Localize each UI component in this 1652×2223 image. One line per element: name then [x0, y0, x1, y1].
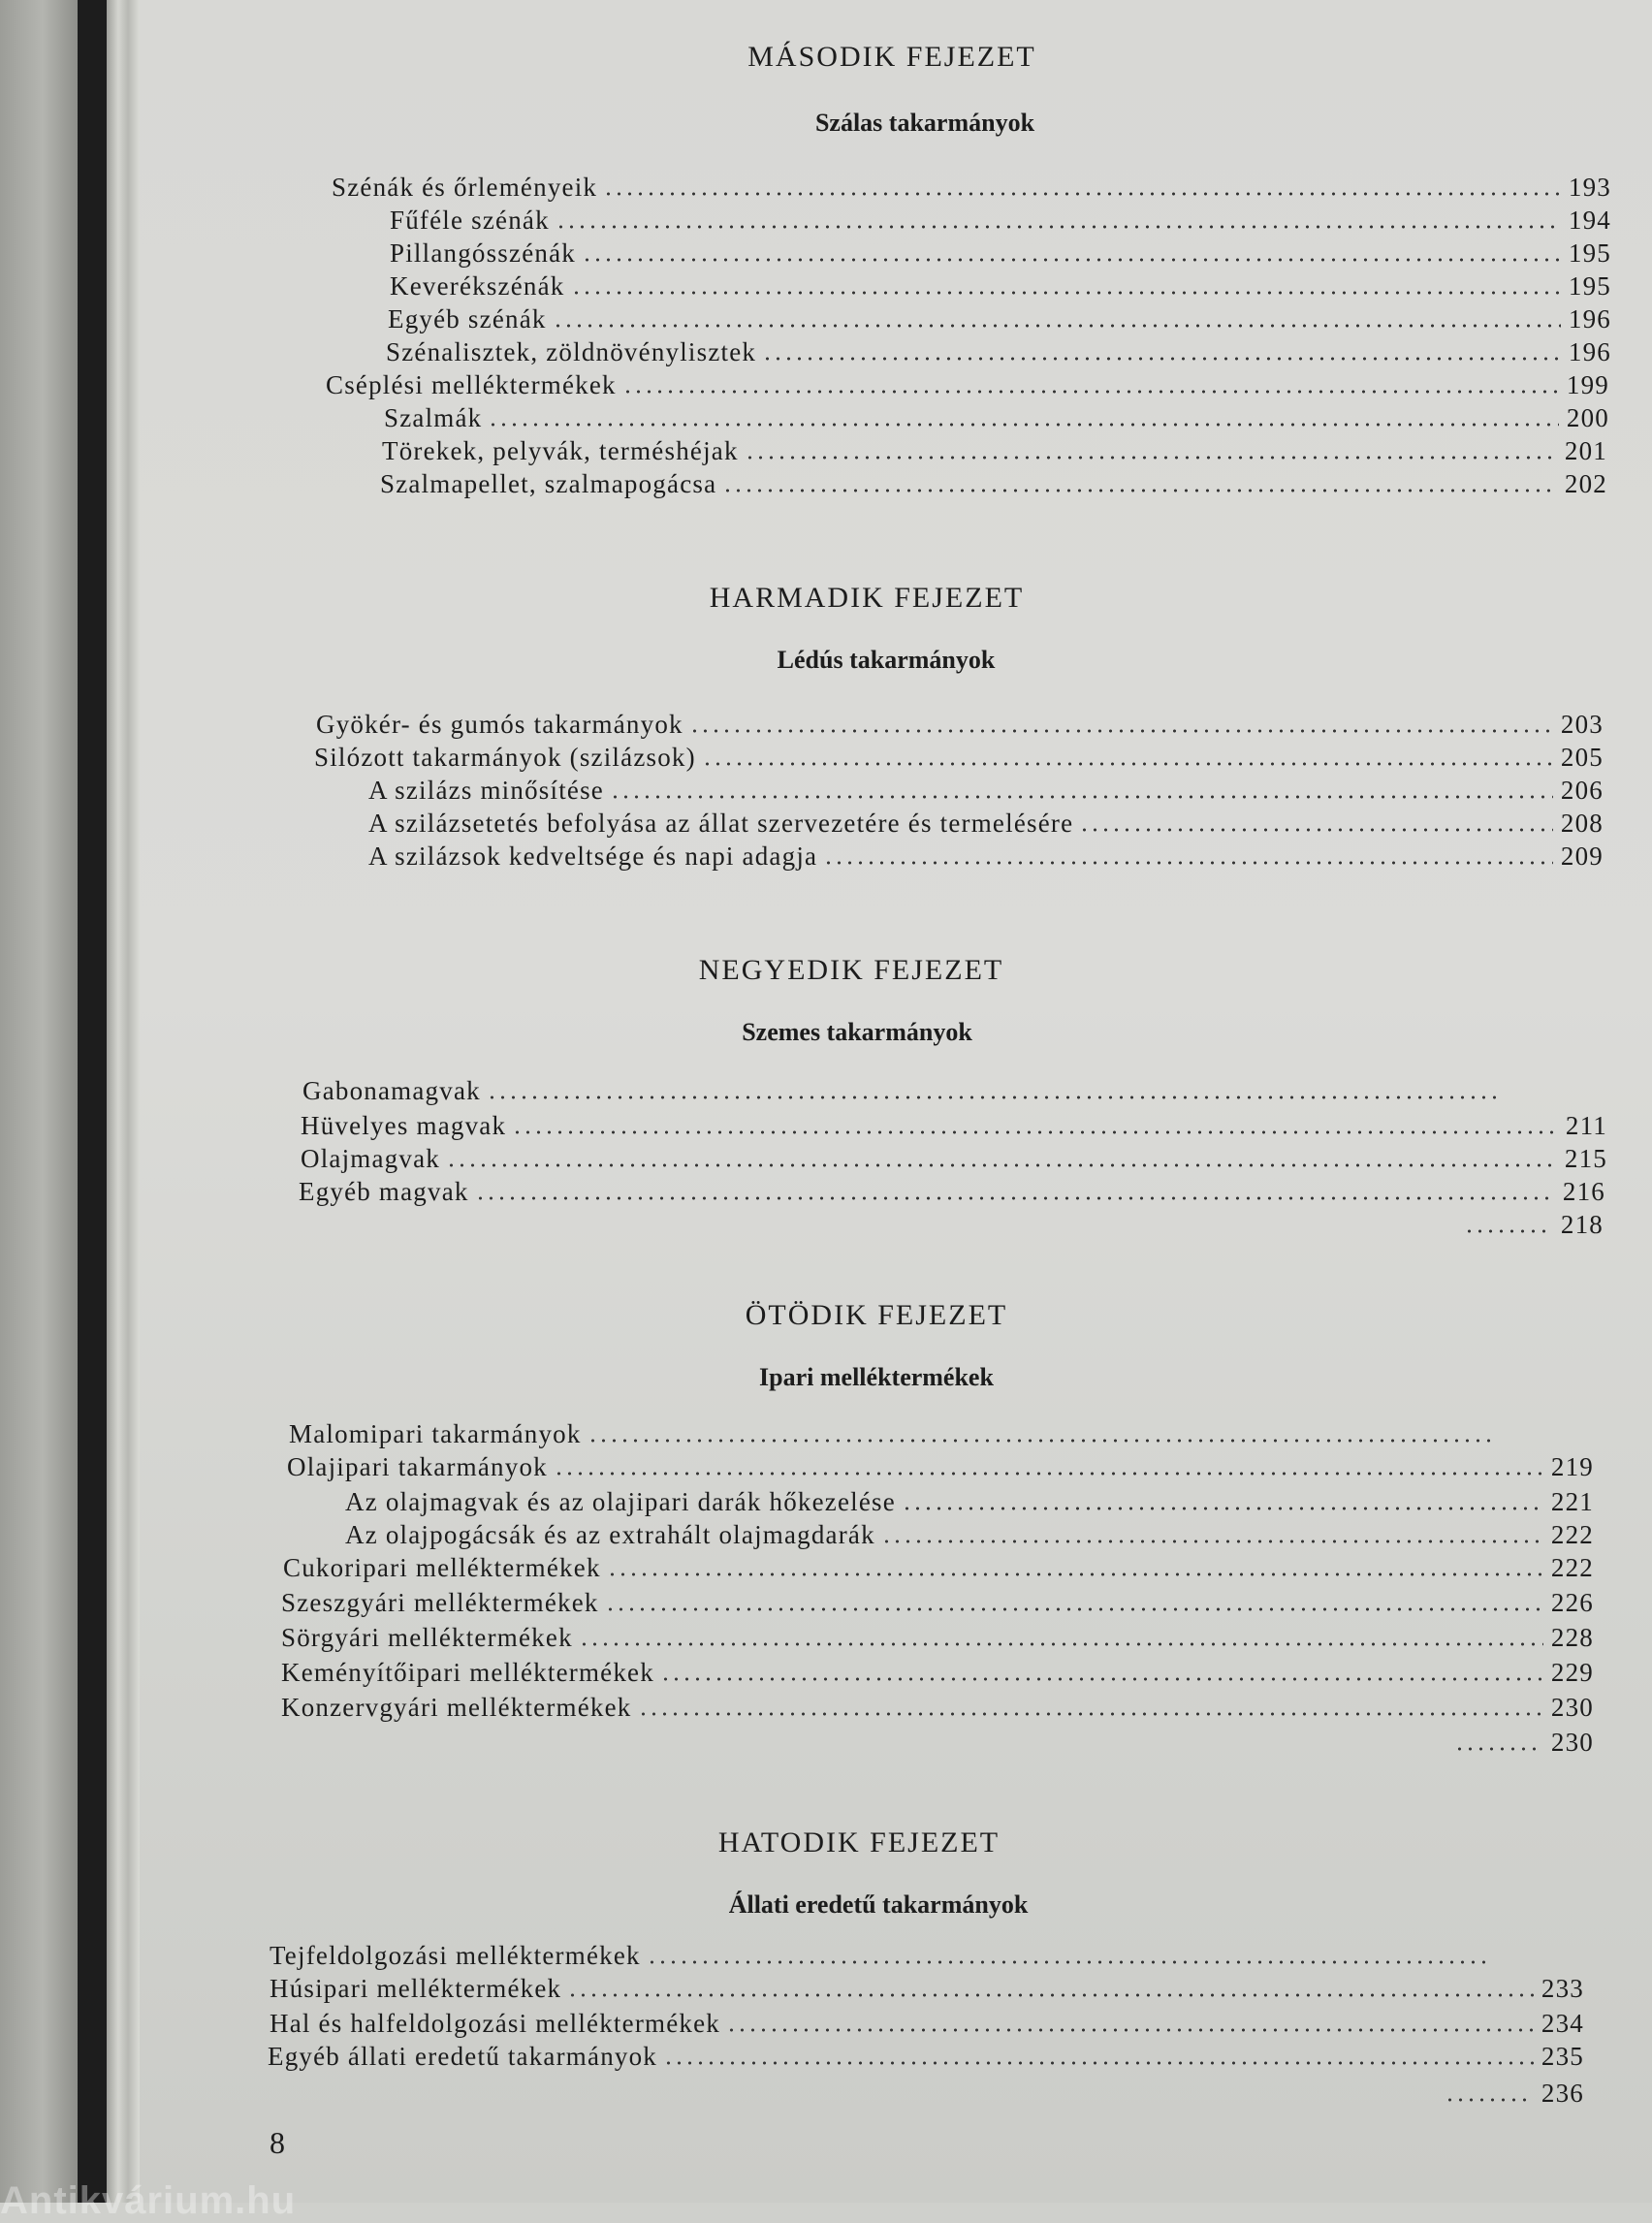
toc-entry[interactable]	[281, 1586, 1594, 1619]
toc-entry-label: Hüvelyes magvak	[301, 1111, 507, 1140]
toc-entry[interactable]	[314, 741, 1604, 774]
leader-dots	[762, 357, 1561, 361]
leader-dots	[689, 729, 1553, 733]
toc-entry[interactable]	[268, 2040, 1584, 2073]
leader-dots	[610, 795, 1553, 799]
toc-entry-label: Szeszgyári melléktermékek	[281, 1588, 599, 1617]
toc-entry[interactable]	[386, 335, 1611, 368]
leader-dots	[1464, 1229, 1553, 1233]
toc-entry-page: 196	[1568, 337, 1611, 366]
toc-entry-label: Olajipari takarmányok	[287, 1452, 548, 1481]
leader-dots	[745, 456, 1557, 460]
leader-dots	[567, 1993, 1534, 1997]
chapter-heading: MÁSODIK FEJEZET	[747, 41, 1036, 73]
leader-dots	[1454, 1747, 1543, 1751]
leader-dots	[554, 1472, 1543, 1476]
watermark: Antikvárium.hu	[0, 2179, 297, 2222]
toc-entry-page: 230	[1550, 1693, 1594, 1722]
toc-entry-label: Egyéb állati eredetű takarmányok	[268, 2042, 657, 2071]
toc-entry-label: A szilázsetetés befolyása az állat szervezetére és termelésére	[368, 809, 1074, 838]
toc-entry-label: Egyéb magvak	[299, 1177, 469, 1206]
toc-entry[interactable]	[368, 774, 1604, 807]
leader-dots	[582, 258, 1561, 262]
leader-dots	[603, 192, 1561, 196]
leader-dots	[638, 1712, 1543, 1716]
leader-dots	[487, 1096, 1499, 1099]
toc-entry-page: 195	[1568, 271, 1611, 301]
toc-entry-page: 206	[1560, 776, 1604, 805]
toc-entry-label: Cséplési melléktermékek	[326, 370, 617, 399]
toc-entry-label: Sörgyári melléktermékek	[281, 1623, 573, 1652]
toc-entry-label: Gabonamagvak	[302, 1076, 481, 1105]
toc-entry[interactable]	[301, 1142, 1607, 1175]
toc-entry[interactable]	[345, 1485, 1594, 1518]
toc-entry[interactable]	[380, 467, 1607, 500]
toc-entry[interactable]	[390, 270, 1611, 302]
toc-entry-label: Az olajmagvak és az olajipari darák hőkezelése	[345, 1487, 896, 1516]
chapter-heading: ÖTÖDIK FEJEZET	[745, 1299, 1008, 1331]
leader-dots	[607, 1572, 1543, 1576]
chapter-title: Szálas takarmányok	[814, 109, 1035, 137]
toc-entry[interactable]	[287, 1450, 1594, 1483]
toc-entry[interactable]	[283, 1551, 1594, 1584]
leader-dots	[588, 1439, 1495, 1443]
paper-edge	[107, 0, 140, 2203]
leader-dots	[512, 1130, 1557, 1134]
toc-entry[interactable]	[299, 1175, 1605, 1208]
toc-entry-page: 230	[1550, 1728, 1594, 1757]
toc-entry-label: Keverékszénák	[390, 271, 565, 301]
toc-entry-page: 208	[1560, 809, 1604, 838]
leader-dots	[647, 1960, 1485, 1964]
toc-entry[interactable]	[316, 708, 1604, 741]
toc-entry-page: 196	[1568, 304, 1611, 333]
chapter-heading: HATODIK FEJEZET	[717, 1826, 1001, 1858]
toc-entry-page: 216	[1562, 1177, 1605, 1206]
chapter-title: Lédús takarmányok	[777, 646, 996, 674]
toc-entry[interactable]	[289, 1417, 1545, 1450]
toc-entry-page: 221	[1550, 1487, 1594, 1516]
toc-entry-page: 234	[1541, 2009, 1584, 2038]
toc-entry[interactable]	[390, 204, 1611, 237]
toc-entry[interactable]	[388, 302, 1611, 335]
toc-entry-page: 219	[1550, 1452, 1594, 1481]
toc-entry-page: 236	[1541, 2079, 1584, 2108]
chapter-title: Szemes takarmányok	[742, 1018, 972, 1046]
book-spine	[78, 0, 107, 2203]
leader-dots	[702, 762, 1553, 766]
toc-entry[interactable]	[1458, 1208, 1604, 1241]
toc-entry-page: 215	[1564, 1144, 1607, 1173]
leader-dots	[722, 489, 1557, 492]
toc-entry-label: Egyéb szénák	[388, 304, 547, 333]
toc-entry-label: Szénalisztek, zöldnövénylisztek	[386, 337, 757, 366]
leader-dots	[446, 1163, 1557, 1167]
toc-entry[interactable]	[270, 2007, 1584, 2040]
toc-entry[interactable]	[302, 1074, 1549, 1107]
toc-entry-label: Hal és halfeldolgozási melléktermékek	[270, 2009, 720, 2038]
chapter-title: Állati eredetű takarmányok	[728, 1890, 1029, 1919]
toc-entry-label: Cukoripari melléktermékek	[283, 1553, 601, 1582]
leader-dots	[488, 423, 1559, 427]
toc-entry-label: Gyökér- és gumós takarmányok	[316, 710, 683, 739]
leader-dots	[556, 225, 1561, 229]
toc-entry[interactable]	[281, 1691, 1594, 1724]
toc-entry-label: Törekek, pelyvák, terméshéjak	[382, 436, 739, 465]
toc-entry[interactable]	[368, 840, 1604, 873]
leader-dots	[553, 324, 1561, 328]
toc-entry-page: 211	[1565, 1111, 1607, 1140]
toc-entry-page: 228	[1550, 1623, 1594, 1652]
toc-entry-page: 229	[1550, 1658, 1594, 1687]
toc-entry-label: Az olajpogácsák és az extrahált olajmagdarák	[345, 1520, 875, 1549]
toc-entry[interactable]	[326, 368, 1609, 401]
toc-entry-page: 222	[1550, 1553, 1594, 1582]
toc-entry-label: Szénák és őrleményeik	[332, 173, 598, 202]
toc-entry-page: 201	[1564, 436, 1607, 465]
toc-entry-label: Keményítőipari melléktermékek	[281, 1658, 654, 1687]
toc-entry-label: Konzervgyári melléktermékek	[281, 1693, 632, 1722]
toc-entry-label: Fűféle szénák	[390, 206, 550, 235]
leader-dots	[660, 1677, 1543, 1681]
toc-entry-page: 199	[1566, 370, 1609, 399]
toc-entry-page: 222	[1550, 1520, 1594, 1549]
toc-entry[interactable]	[382, 434, 1607, 467]
toc-entry-label: Szalmapellet, szalmapogácsa	[380, 469, 717, 498]
toc-entry[interactable]	[332, 171, 1611, 204]
toc-entry-page: 193	[1568, 173, 1611, 202]
toc-entry[interactable]	[1448, 1726, 1594, 1759]
toc-entry-page: 194	[1568, 206, 1611, 235]
leader-dots	[1445, 2098, 1534, 2102]
toc-entry-page: 209	[1560, 842, 1604, 871]
toc-entry-page: 235	[1541, 2042, 1584, 2071]
toc-entry-label: Tejfeldolgozási melléktermékek	[270, 1941, 641, 1970]
toc-entry-label: A szilázsok kedveltsége és napi adagja	[368, 842, 818, 871]
chapter-heading: NEGYEDIK FEJEZET	[698, 954, 1004, 986]
toc-entry[interactable]	[384, 401, 1609, 434]
toc-entry-label: Pillangósszénák	[390, 238, 576, 268]
toc-entry-label: Olajmagvak	[301, 1144, 440, 1173]
toc-entry-page: 233	[1541, 1974, 1584, 2003]
toc-entry-page: 218	[1560, 1210, 1604, 1239]
toc-entry-label: Szalmák	[384, 403, 483, 432]
toc-entry-label: Húsipari melléktermékek	[270, 1974, 562, 2003]
toc-entry[interactable]	[281, 1656, 1594, 1689]
toc-entry[interactable]	[270, 1972, 1584, 2005]
leader-dots	[579, 1642, 1543, 1646]
toc-entry[interactable]	[281, 1621, 1594, 1654]
toc-entry-page: 200	[1566, 403, 1609, 432]
leader-dots	[475, 1196, 1555, 1200]
leader-dots	[605, 1607, 1543, 1611]
chapter-title: Ipari melléktermékek	[759, 1363, 994, 1391]
toc-entry[interactable]	[390, 237, 1611, 270]
toc-entry[interactable]	[301, 1109, 1607, 1142]
toc-entry-label: Malomipari takarmányok	[289, 1419, 582, 1448]
left-background	[0, 0, 78, 2203]
leader-dots	[1079, 828, 1553, 832]
toc-entry-page: 202	[1564, 469, 1607, 498]
leader-dots	[663, 2061, 1534, 2065]
leader-dots	[902, 1507, 1543, 1510]
chapter-heading: HARMADIK FEJEZET	[709, 582, 1025, 614]
toc-entry[interactable]	[1439, 2077, 1584, 2110]
toc-entry-page: 205	[1560, 743, 1604, 772]
toc-entry[interactable]	[345, 1518, 1594, 1551]
toc-page	[140, 0, 1652, 2203]
toc-entry-label: A szilázs minősítése	[368, 776, 604, 805]
leader-dots	[726, 2028, 1534, 2032]
leader-dots	[881, 1540, 1543, 1543]
toc-entry-label: Silózott takarmányok (szilázsok)	[314, 743, 696, 772]
toc-entry-page: 226	[1550, 1588, 1594, 1617]
leader-dots	[823, 861, 1553, 865]
toc-entry[interactable]	[368, 807, 1604, 840]
leader-dots	[571, 291, 1561, 295]
toc-entry-page: 195	[1568, 238, 1611, 268]
toc-entry-page: 203	[1560, 710, 1604, 739]
page-number: 8	[270, 2125, 285, 2160]
leader-dots	[622, 390, 1559, 394]
toc-entry[interactable]	[270, 1939, 1536, 1972]
